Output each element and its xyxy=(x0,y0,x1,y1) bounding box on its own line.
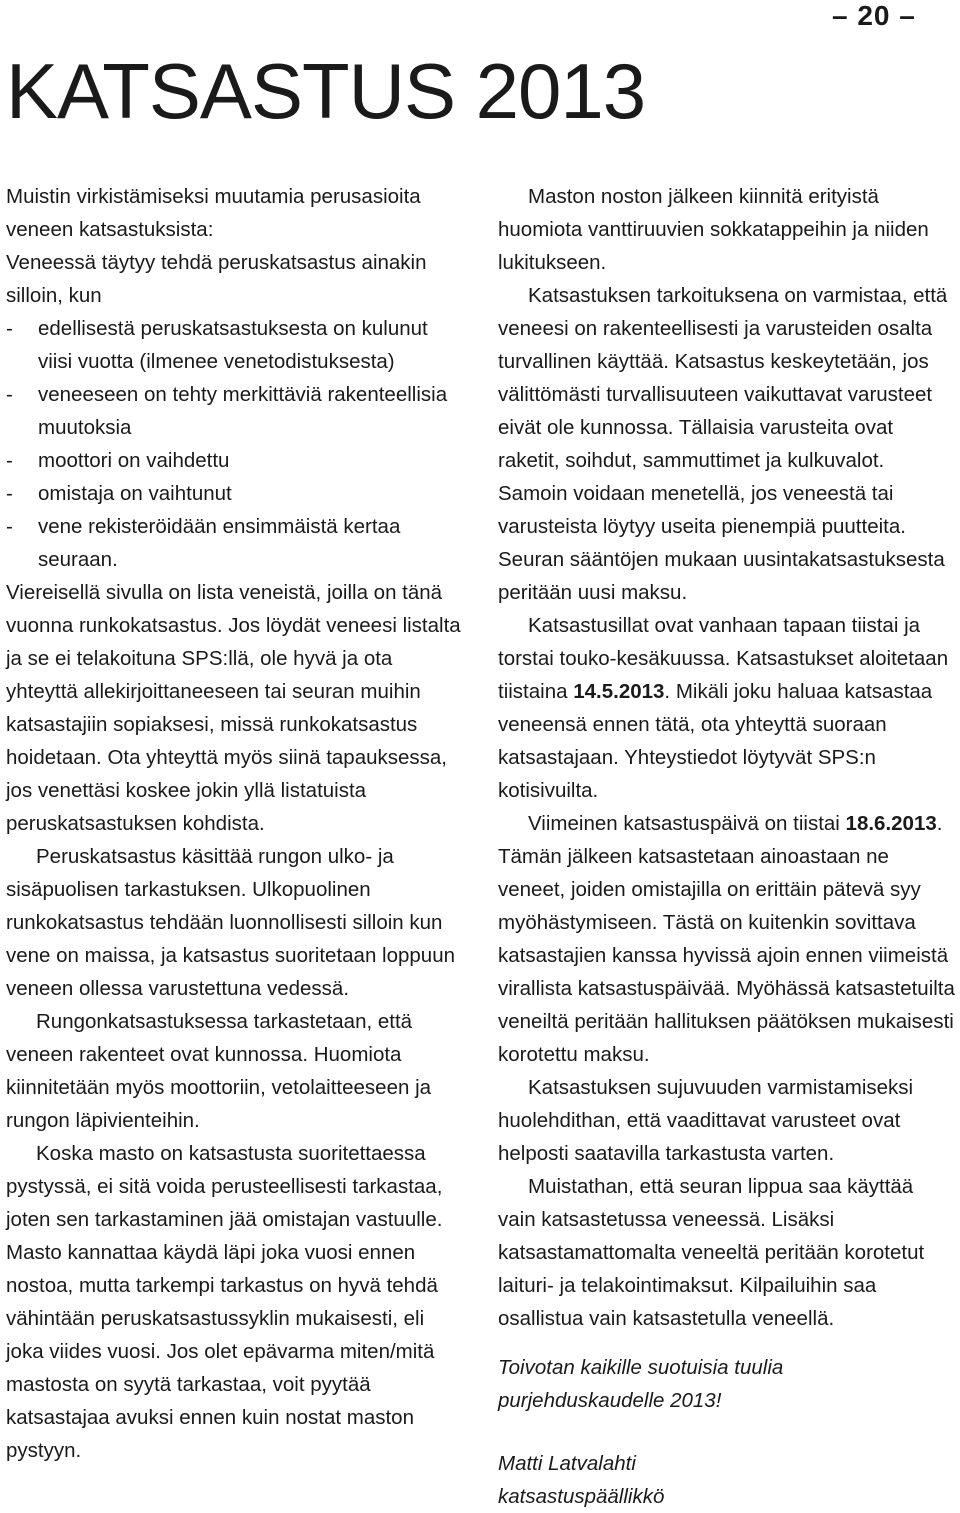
paragraph-last-day xyxy=(498,807,956,1071)
list-item: - veneeseen on tehty merkittäviä rakenteellisia muutoksia xyxy=(6,378,466,444)
paragraph-mast-followup: Maston noston jälkeen kiinnitä erityistä huomiota vanttiruuvien sokkatappeihin ja niiden lukitukseen. xyxy=(498,185,929,274)
list-item: - vene rekisteröidään ensimmäistä kertaa seuraan. xyxy=(6,510,466,576)
paragraph-mast: Koska masto on katsastusta suoritettaessa pystyssä, ei sitä voida perusteellisesti tarkastaa, joten sen tarkastaminen jää omistajan vastuulle. Masto kannattaa käydä läpi joka vuosi ennen nostoa, mutta tarkempi tarkastus on hyvä tehdä vähintään peruskatsastussyklin mukaisesti, eli joka viides vuosi. Jos olet epävarma miten/mitä mastosta on syytä tarkastaa, voit pyytää katsastajaa avuksi ennen kuin nostat maston pystyyn. xyxy=(6,1142,443,1462)
list-item: - moottori on vaihdettu xyxy=(6,444,466,477)
last-date: 18.6.2013 xyxy=(845,812,937,835)
intro-text-2: Veneessä täytyy tehdä peruskatsastus ainakin silloin, kun xyxy=(6,251,427,307)
left-column xyxy=(6,180,466,1467)
page-number: – 20 – xyxy=(832,0,916,31)
paragraph-boat-list: Viereisellä sivulla on lista veneistä, joilla on tänä vuonna runkokatsastus. Jos löydät veneesi listalta ja se ei telakoituna SPS:llä, ole hyvä ja ota yhteyttä allekirjoittaneeseen tai seuran muihin katsastajiin sopiaksesi, missä runkokatsastus hoidetaan. Ota yhteyttä myös siinä tapauksessa, jos venettäsi koskee jokin yllä listatuista peruskatsastuksen kohdista. xyxy=(6,581,461,835)
requirement-list xyxy=(6,312,466,576)
list-item: - omistaja on vaihtunut xyxy=(6,477,466,510)
intro-text: Muistin virkistämiseksi muutamia perusasioita veneen katsastuksista: xyxy=(6,185,421,241)
paragraph-flag: Muistathan, että seuran lippua saa käyttää vain katsastetussa veneessä. Lisäksi katsastamattomalta veneeltä peritään korotetut laituri- ja telakointimaksut. Kilpailuihin saa osallistua vain katsastetulla veneellä. xyxy=(498,1175,925,1330)
list-item: - edellisestä peruskatsastuksesta on kulunut viisi vuotta (ilmenee venetodistuksesta) xyxy=(6,312,466,378)
paragraph-basic-inspection: Peruskatsastus käsittää rungon ulko- ja sisäpuolisen tarkastuksen. Ulkopuolinen runkokatsastus tehdään luonnollisesti silloin kun vene on maissa, ja katsastus suoritetaan loppuun veneen ollessa varustettuna vedessä. xyxy=(6,845,455,1000)
paragraph-equipment: Katsastuksen sujuvuuden varmistamiseksi huolehdithan, että vaadittavat varusteet ovat helposti saatavilla tarkastusta varten. xyxy=(498,1076,914,1165)
page-title: KATSASTUS 2013 xyxy=(6,47,646,135)
paragraph-schedule xyxy=(498,609,956,807)
schedule-text: Katsastusillat ovat vanhaan tapaan tiistai ja torstai touko-kesäkuussa. Katsastukset aloitetaan tiistaina xyxy=(498,614,949,703)
paragraph-hull-inspection: Rungonkatsastuksessa tarkastetaan, että veneen rakenteet ovat kunnossa. Huomiota kiinnitetään myös moottoriin, vetolaitteeseen ja rungon läpivienteihin. xyxy=(6,1010,432,1132)
right-column xyxy=(498,180,956,1513)
signature-name: Matti Latvalahti xyxy=(498,1452,636,1475)
schedule-text-2: . Mikäli joku haluaa katsastaa veneensä ennen tätä, ota yhteyttä suoraan katsastajaan. Yhteystiedot löytyvät SPS:n kotisivuilta. xyxy=(498,680,933,802)
start-date: 14.5.2013 xyxy=(573,680,665,703)
signature-title: katsastuspäällikkö xyxy=(498,1485,665,1508)
last-day-text: Viimeinen katsastuspäivä on tiistai xyxy=(528,812,846,835)
wish-line-1: Toivotan kaikille suotuisia tuulia xyxy=(498,1356,784,1379)
paragraph-purpose: Katsastuksen tarkoituksena on varmistaa, että veneesi on rakenteellisesti ja varusteiden osalta turvallinen käyttää. Katsastus keskeytetään, jos välittömästi turvallisuuteen vaikuttavat varusteet eivät ole kunnossa. Tällaisia varusteita ovat raketit, soihdut, sammuttimet ja kulkuvalot. Samoin voidaan menetellä, jos veneestä tai varusteista löytyy useita pienempiä puutteita. Seuran sääntöjen mukaan uusintakatsastuksesta peritään uusi maksu. xyxy=(498,284,948,604)
last-day-text-2: . Tämän jälkeen katsastetaan ainoastaan ne veneet, joiden omistajilla on erittäin pätevä syy myöhästymiseen. Tästä on kuitenkin sovittava katsastajien kanssa hyvissä ajoin ennen viimeistä virallista katsastuspäivää. Myöhässä katsastetuilta veneiltä peritään hallituksen päätöksen mukaisesti korotettu maksu. xyxy=(498,812,955,1066)
wish-line-2: purjehduskaudelle 2013! xyxy=(498,1389,722,1412)
